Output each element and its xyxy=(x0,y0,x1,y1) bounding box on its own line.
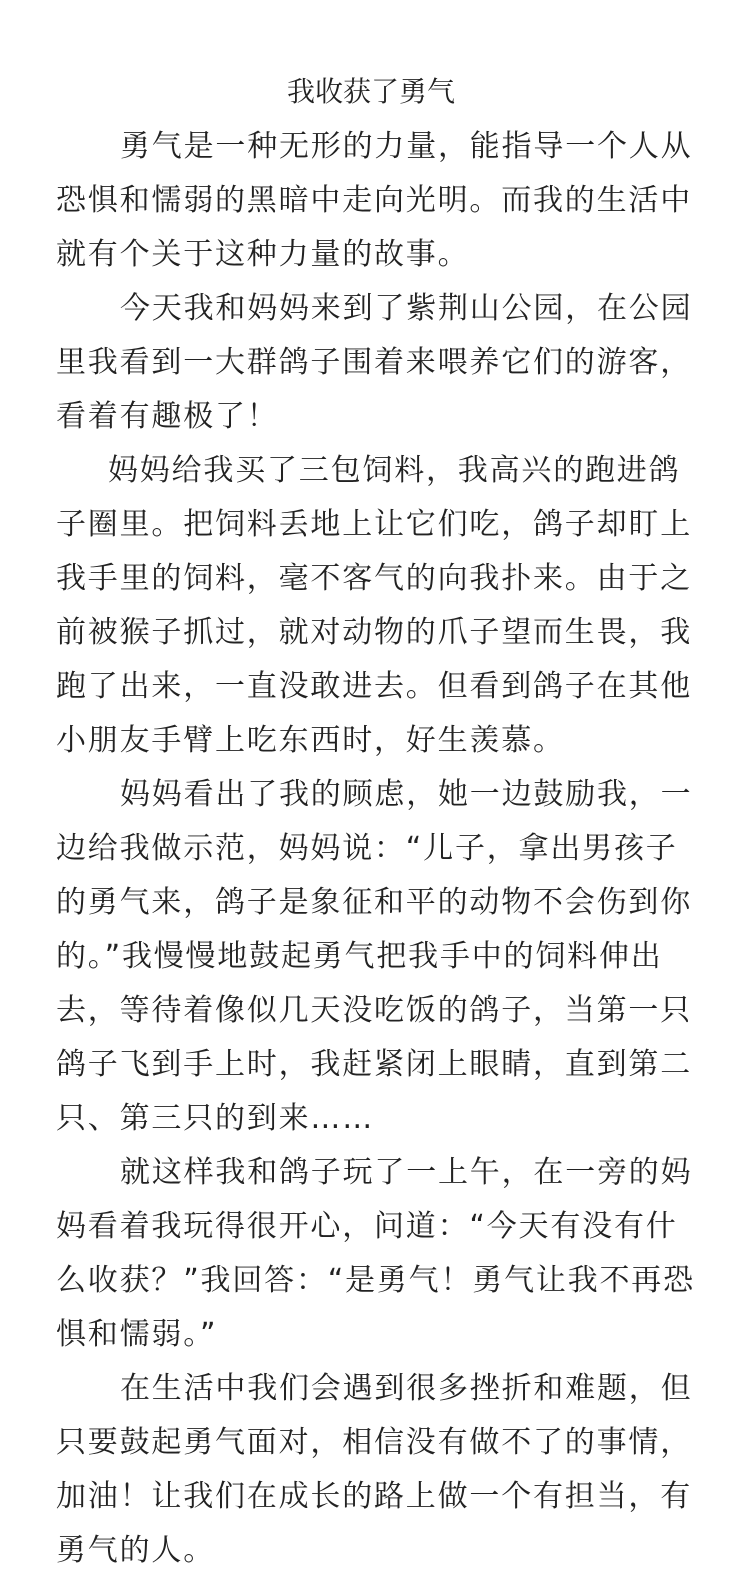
article-title: 我收获了勇气 xyxy=(286,75,455,108)
paragraph-3: 妈妈给我买了三包饲料，我高兴的跑进鸽子圈里。把饲料丢地上让它们吃，鸽子却盯上我手里的饲料，毫不客气的向我扑来。由于之前被猴子抓过，就对动物的爪子望而生畏，我跑了出来，一直没敢进去。但看到鸽子在其他小朋友手臂上吃东西时，好生羡慕。 xyxy=(56,453,692,758)
paragraph-4: 妈妈看出了我的顾虑，她一边鼓励我，一边给我做示范，妈妈说：“儿子，拿出男孩子的勇气来，鸽子是象征和平的动物不会伤到你的。”我慢慢地鼓起勇气把我手中的饲料伸出去，等待着像似几天没吃饭的鸽子，当第一只鸽子飞到手上时，我赶紧闭上眼睛，直到第二只、第三只的到来…… xyxy=(56,777,693,1136)
article-body xyxy=(56,120,696,1578)
paragraph-5: 就这样我和鸽子玩了一上午，在一旁的妈妈看着我玩得很开心，问道：“今天有没有什么收获？”我回答：“是勇气！勇气让我不再恐惧和懦弱。” xyxy=(56,1155,695,1352)
article-page xyxy=(56,64,696,1578)
paragraph-6: 在生活中我们会遇到很多挫折和难题，但只要鼓起勇气面对，相信没有做不了的事情，加油！让我们在成长的路上做一个有担当，有勇气的人。 xyxy=(56,1371,693,1568)
paragraph-2: 今天我和妈妈来到了紫荆山公园，在公园里我看到一大群鸽子围着来喂养它们的游客，看着有趣极了！ xyxy=(56,291,693,434)
paragraph-1: 勇气是一种无形的力量，能指导一个人从恐惧和懦弱的黑暗中走向光明。而我的生活中就有个关于这种力量的故事。 xyxy=(56,129,693,272)
